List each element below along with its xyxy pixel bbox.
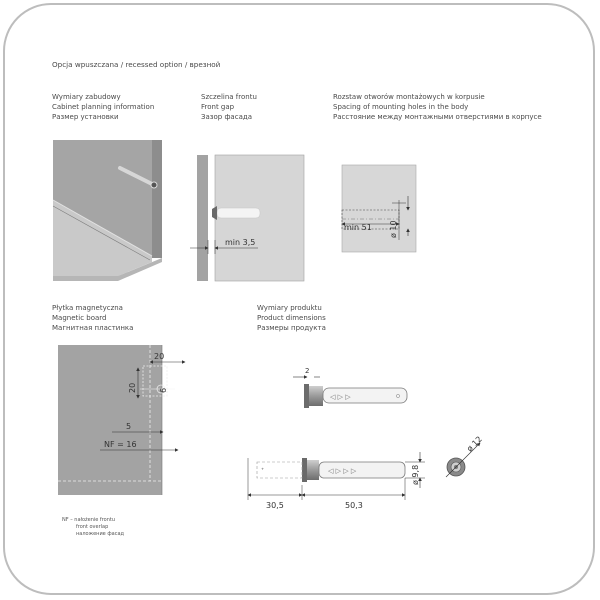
- mag-dim-20-top: 20: [154, 352, 165, 361]
- note-line-1: NF – nałożenie frontu: [62, 517, 115, 523]
- front-gap-label-ru: Зазор фасада: [201, 113, 252, 121]
- front-gap-dim: min 3,5: [225, 238, 256, 247]
- holes-drawing: [342, 165, 416, 252]
- svg-text:⁺: ⁺: [261, 467, 265, 474]
- front-gap-label-pl: Szczelina frontu: [201, 93, 257, 101]
- pusher-tip-icon: [151, 182, 157, 188]
- product-label-ru: Размеры продукта: [257, 324, 326, 332]
- cabinet-label-pl: Wymiary zabudowy: [52, 93, 121, 101]
- holes-label-en: Spacing of mounting holes in the body: [333, 103, 469, 111]
- product-label-en: Product dimensions: [257, 314, 326, 322]
- note-line-3: наложение фасад: [76, 531, 124, 537]
- front-gap-label-en: Front gap: [201, 103, 235, 111]
- prod-dim-30-5: 30,5: [266, 501, 284, 510]
- holes-label-pl: Rozstaw otworów montażowych w korpusie: [333, 93, 485, 101]
- prod-dim-dia-12: ø 12: [465, 434, 484, 454]
- cabinet-label-ru: Размер установки: [52, 113, 119, 121]
- holes-dim-dia: ø 10: [389, 220, 398, 238]
- prod-dim-50-3: 50,3: [345, 501, 363, 510]
- prod-dim-dia-9-8: ø 9,8: [411, 464, 420, 485]
- option-title: Opcja wpuszczana / recessed option / врезной: [52, 60, 221, 69]
- svg-text:◁ ▷ ▷ ▷: ◁ ▷ ▷ ▷: [328, 467, 357, 475]
- magnetic-board-drawing: [58, 345, 185, 495]
- cabinet-drawing: [53, 140, 162, 281]
- holes-dim-min: min 51: [344, 223, 372, 232]
- mag-dim-20-left: 20: [128, 382, 137, 393]
- magnetic-label-en: Magnetic board: [52, 314, 107, 322]
- front-gap-drawing: [190, 155, 304, 281]
- product-drawing: [248, 367, 484, 510]
- magnetic-label-pl: Płytka magnetyczna: [52, 304, 123, 312]
- product-label-pl: Wymiary produktu: [257, 304, 322, 312]
- note-line-2: front overlap: [76, 524, 109, 530]
- mag-dim-6: 6: [159, 387, 168, 393]
- svg-text:◁ ▷ ▷: ◁ ▷ ▷: [330, 393, 351, 401]
- cabinet-label-en: Cabinet planning information: [52, 103, 155, 111]
- mag-dim-5: 5: [126, 422, 132, 431]
- prod-dim-2: 2: [305, 367, 310, 375]
- magnetic-label-ru: Магнитная пластинка: [52, 324, 134, 332]
- mag-dim-nf: NF = 16: [104, 440, 137, 449]
- holes-label-ru: Расстояние между монтажными отверстиями в корпусе: [333, 113, 542, 121]
